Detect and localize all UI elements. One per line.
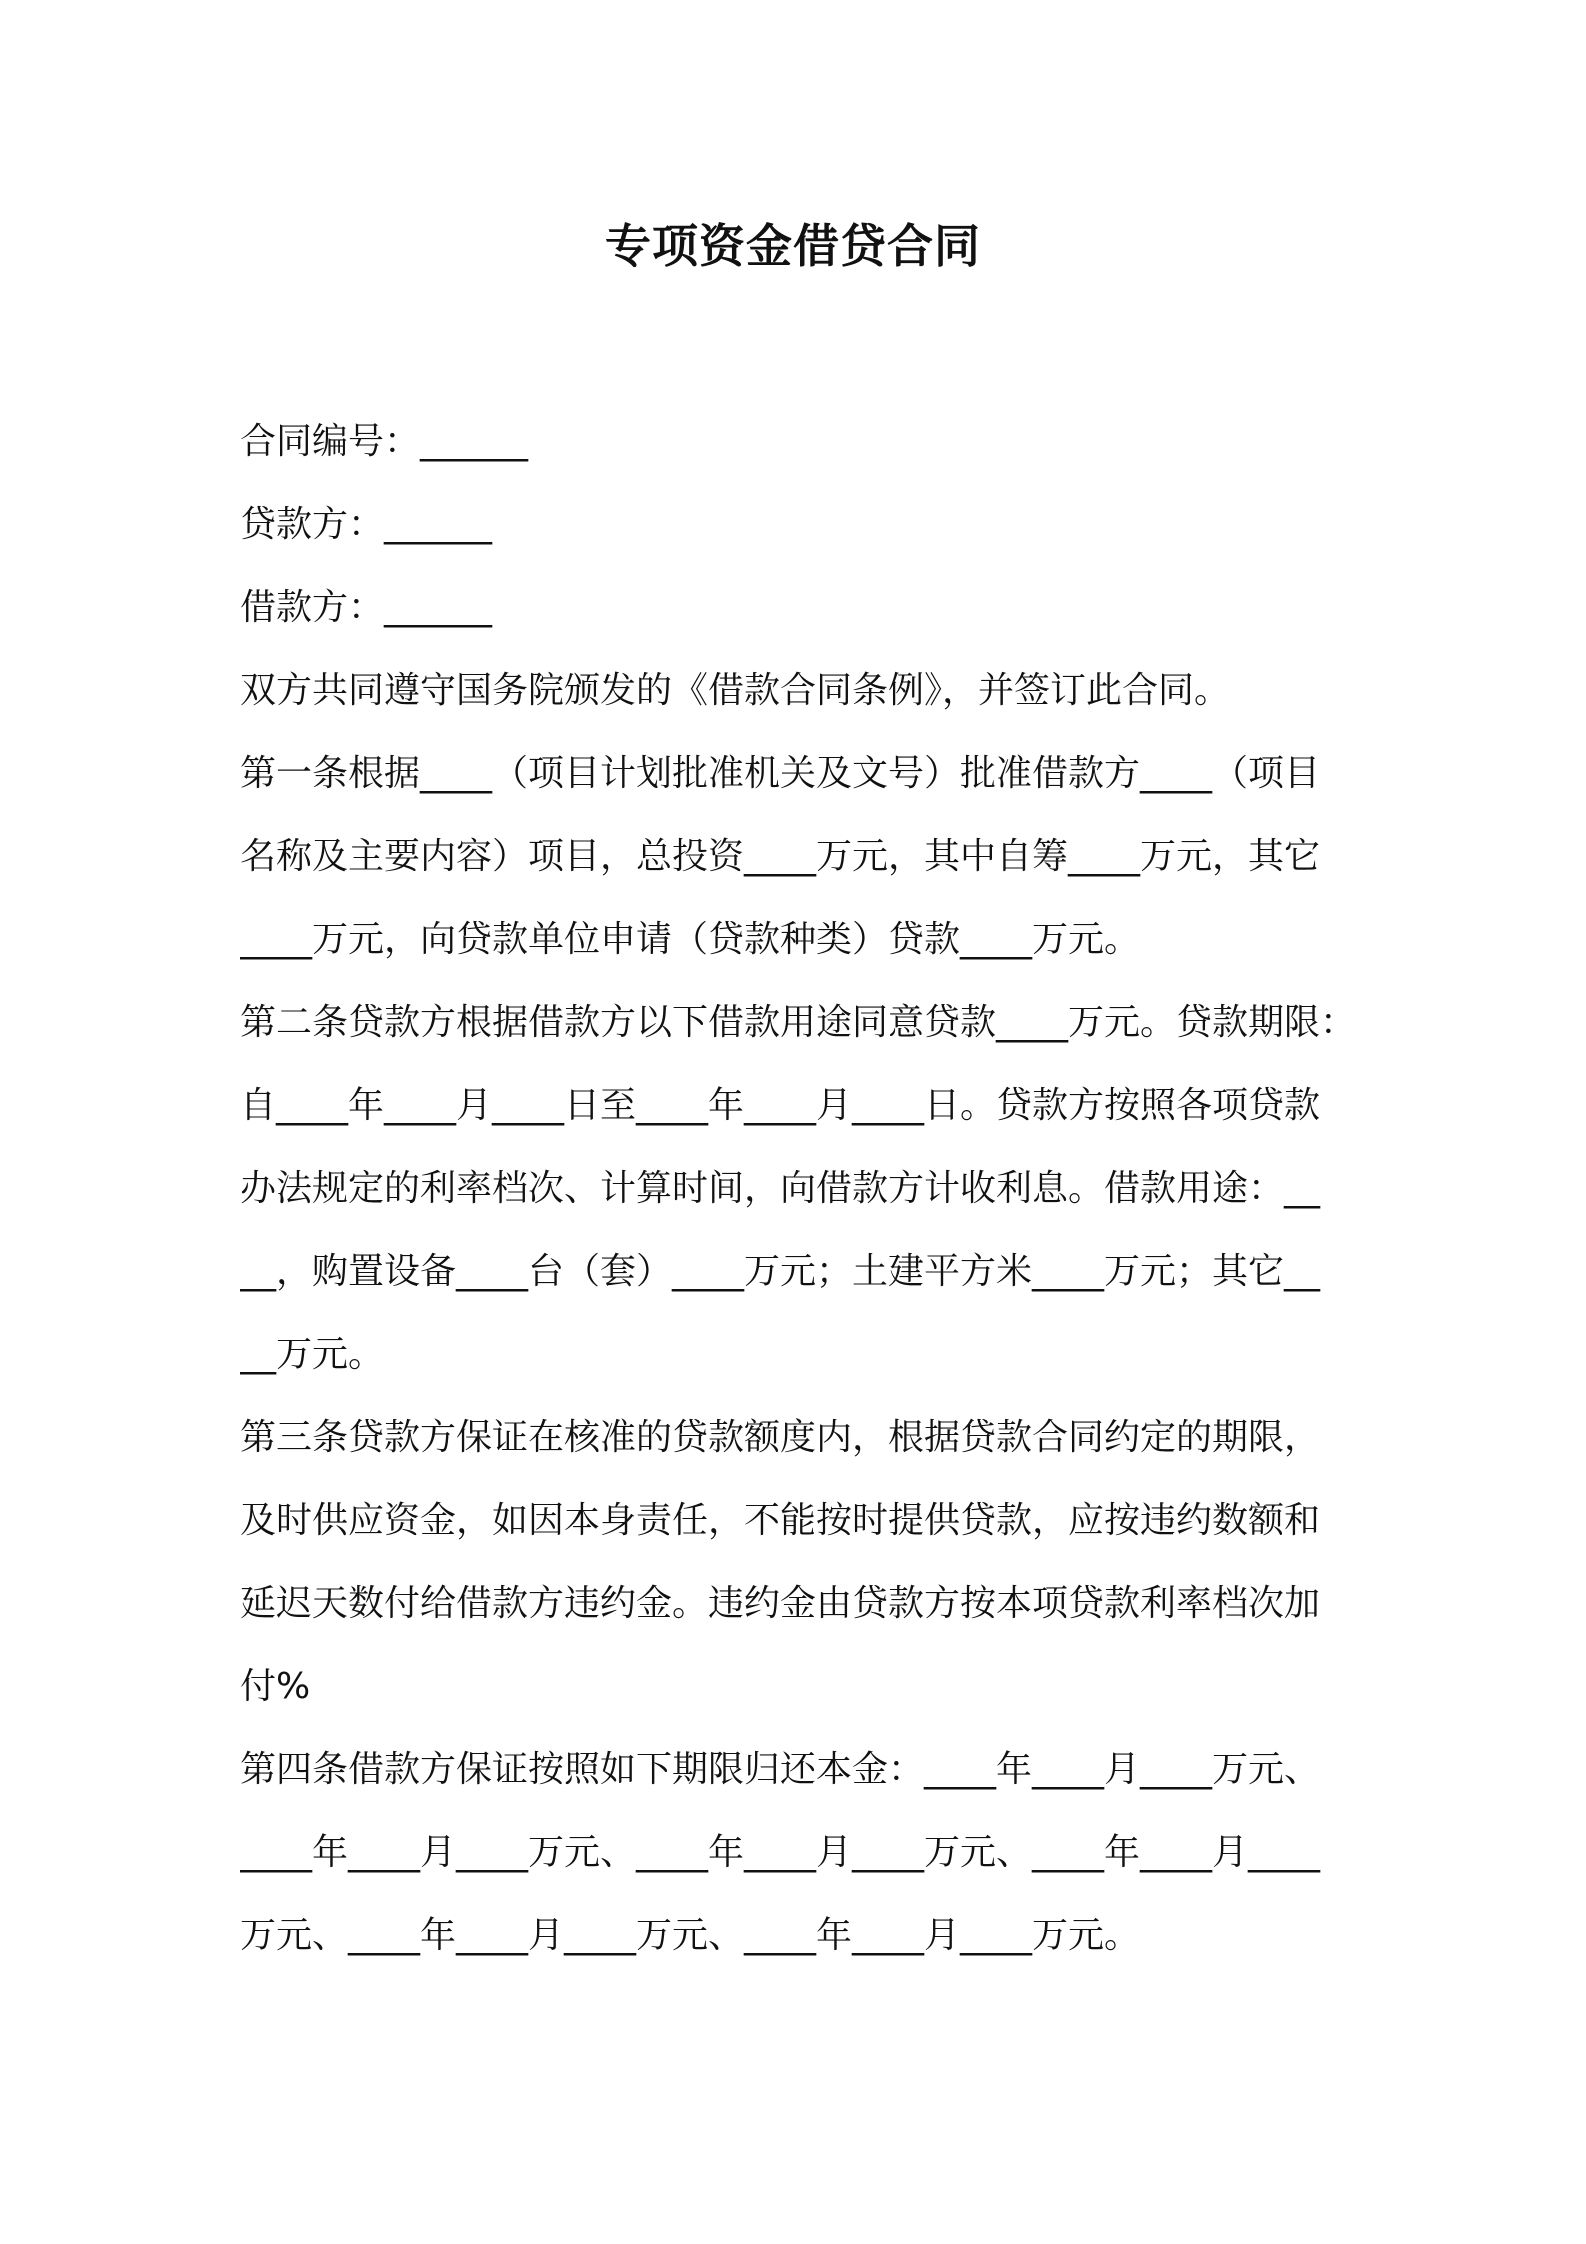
article-1-line-3: ____万元，向贷款单位申请（贷款种类）贷款____万元。 (240, 919, 1141, 960)
borrower-line: 借款方：______ (240, 587, 493, 628)
article-3-line-2: 及时供应资金，如因本身责任，不能按时提供贷款，应按违约数额和 (240, 1500, 1321, 1541)
article-2-line-1: 第二条贷款方根据借款方以下借款用途同意贷款____万元。贷款期限： (240, 1002, 1357, 1043)
contract-number-line: 合同编号：______ (240, 421, 529, 462)
document-title: 专项资金借贷合同 (605, 219, 981, 273)
article-4-line-3: 万元、____年____月____万元、____年____月____万元。 (240, 1915, 1141, 1956)
article-2-line-4: __，购置设备____台（套）____万元；土建平方米____万元；其它__ (240, 1251, 1321, 1292)
article-4-line-2: ____年____月____万元、____年____月____万元、____年____月____ (240, 1832, 1321, 1873)
article-2-line-5: __万元。 (240, 1334, 385, 1375)
article-2-line-2: 自____年____月____日至____年____月____日。贷款方按照各项贷款 (240, 1085, 1321, 1126)
article-3-line-1: 第三条贷款方保证在核准的贷款额度内，根据贷款合同约定的期限， (240, 1417, 1321, 1458)
lender-line: 贷款方：______ (240, 504, 493, 545)
preamble-line: 双方共同遵守国务院颁发的《借款合同条例》，并签订此合同。 (240, 670, 1231, 711)
article-4-line-1: 第四条借款方保证按照如下期限归还本金：____年____月____万元、 (240, 1749, 1321, 1790)
article-1-line-1: 第一条根据____（项目计划批准机关及文号）批准借款方____（项目 (240, 753, 1321, 794)
article-1-line-2: 名称及主要内容）项目，总投资____万元，其中自筹____万元，其它 (240, 836, 1321, 877)
article-3-line-4: 付% (240, 1666, 311, 1707)
document-body (240, 400, 1358, 1977)
article-2-line-3: 办法规定的利率档次、计算时间，向借款方计收利息。借款用途：__ (240, 1168, 1321, 1209)
article-3-line-3: 延迟天数付给借款方违约金。违约金由贷款方按本项贷款利率档次加 (240, 1583, 1321, 1624)
